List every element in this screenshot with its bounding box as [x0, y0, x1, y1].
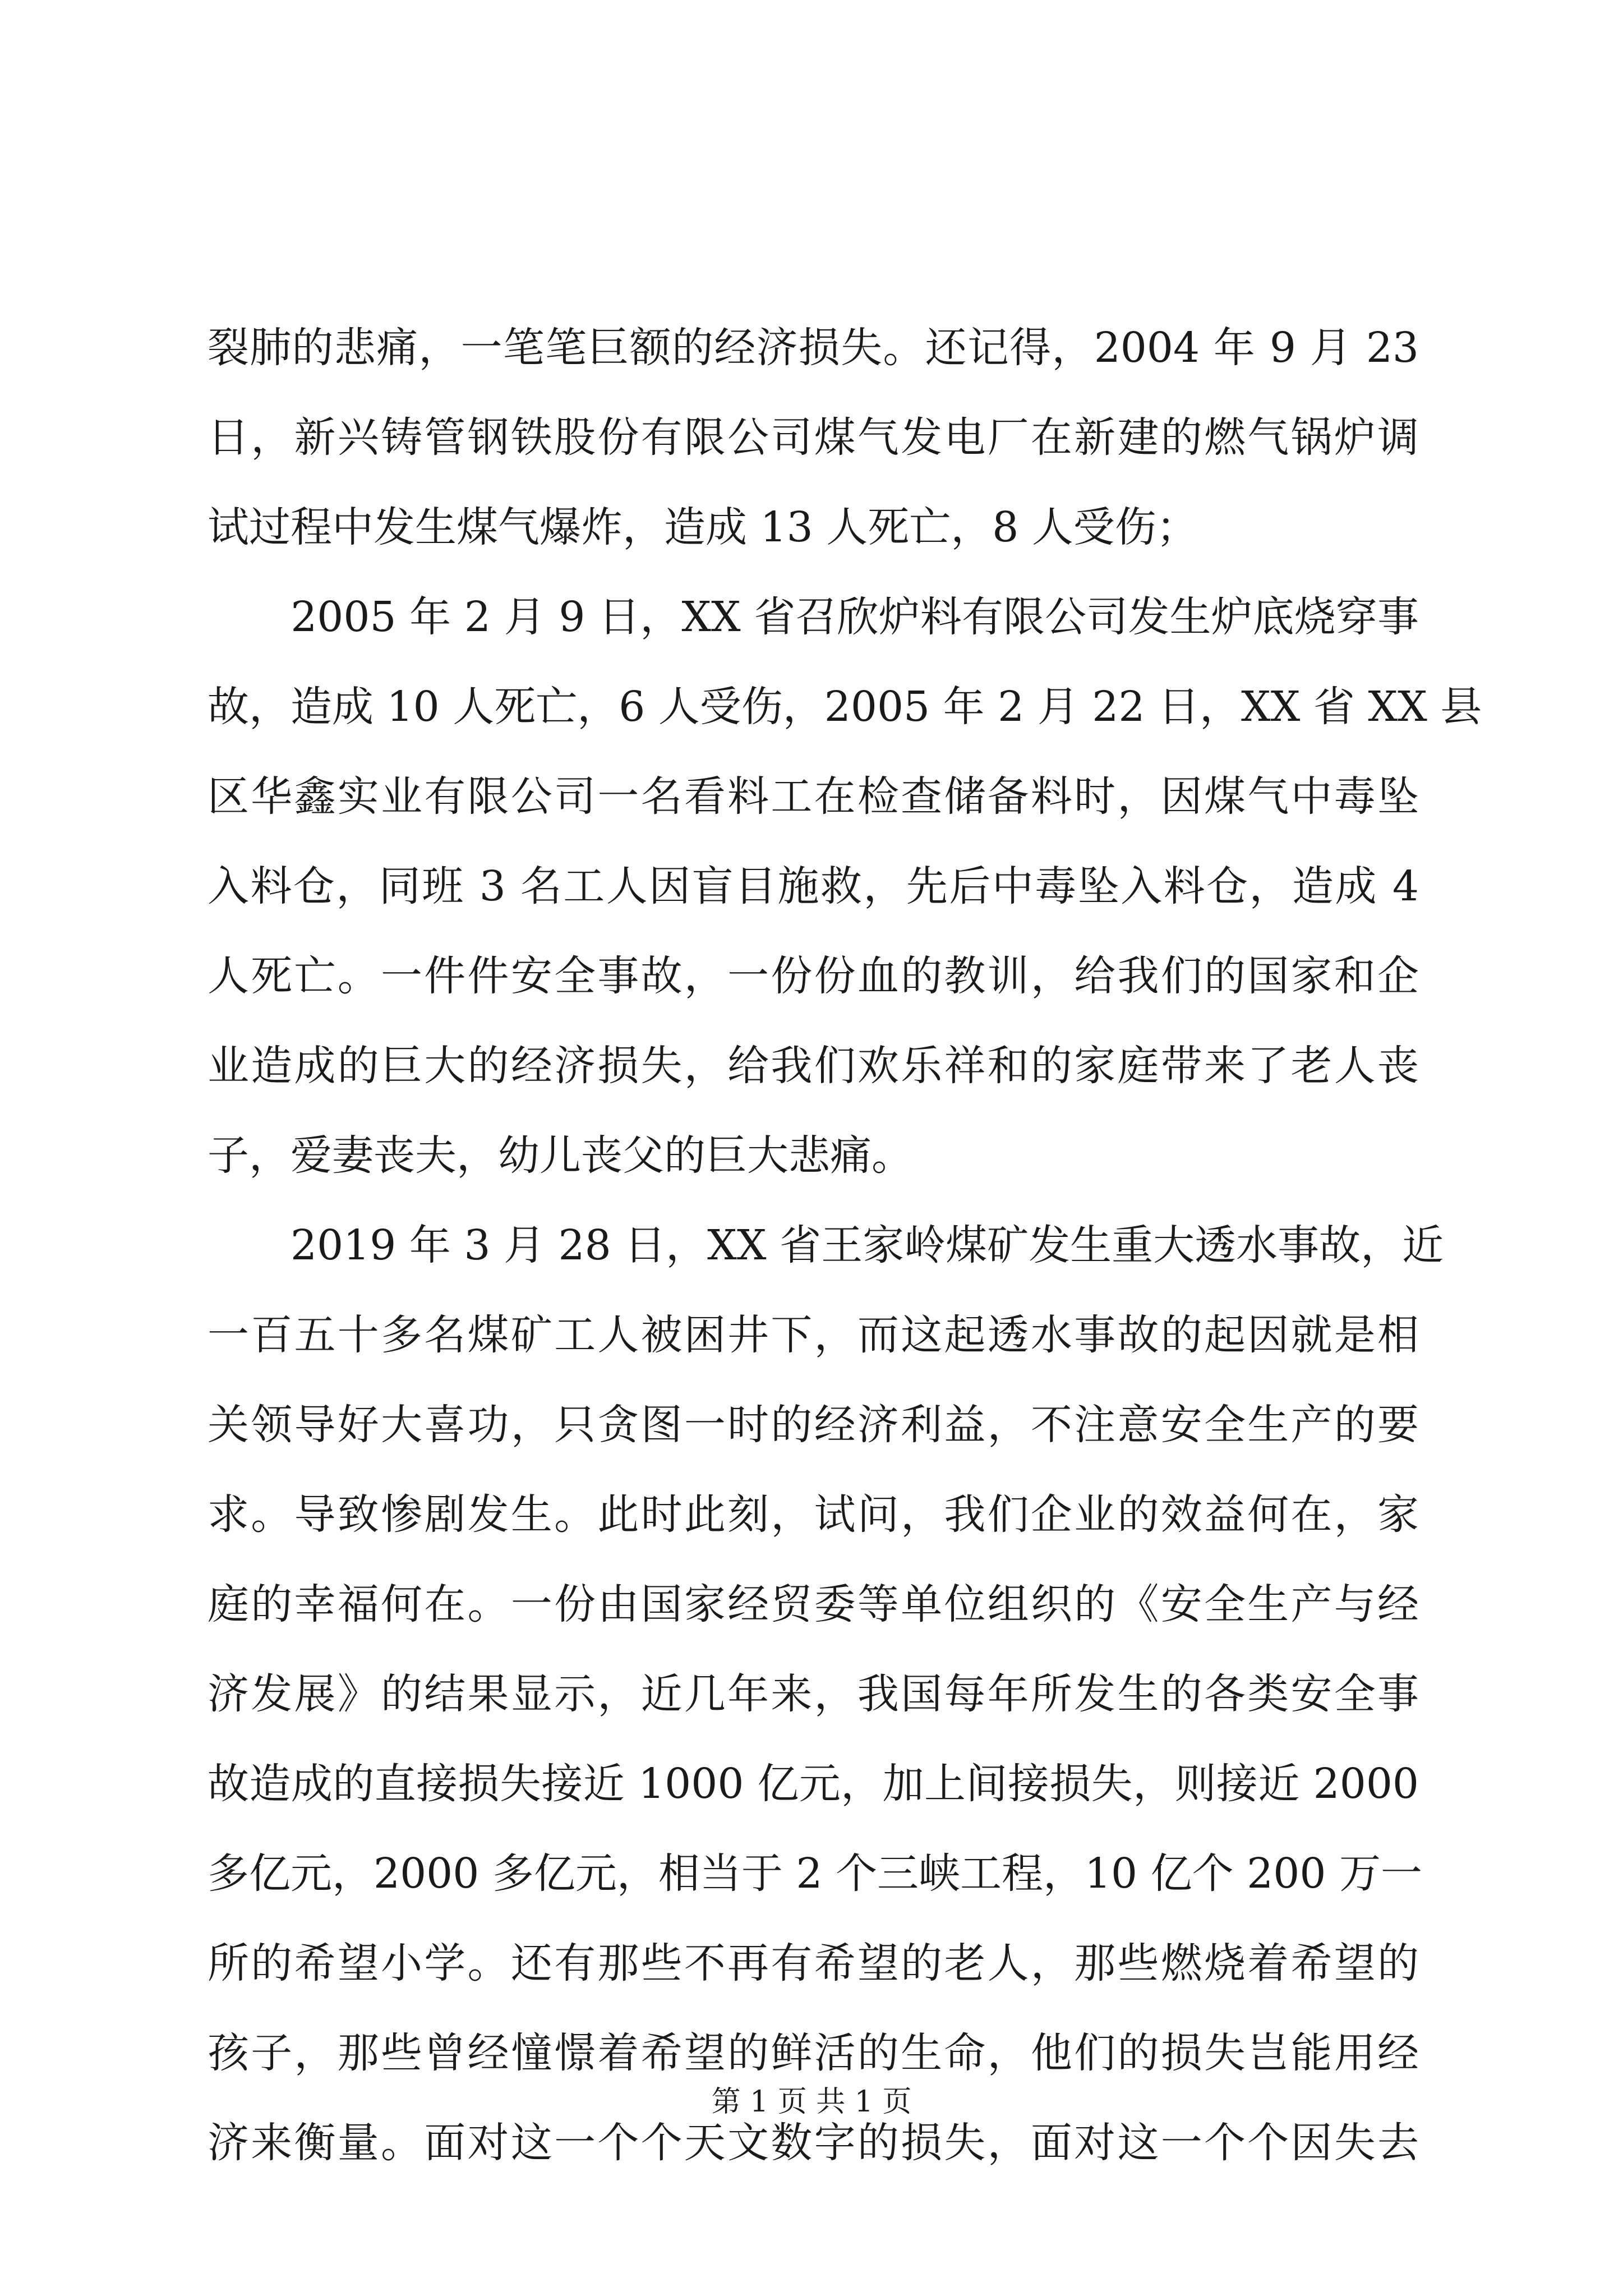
- text-line: 多亿元，2000 多亿元，相当于 2 个三峡工程，10 亿个 200 万一: [208, 1849, 1422, 1898]
- text-line: 试过程中发生煤气爆炸，造成 13 人死亡，8 人受伤；: [208, 503, 1198, 551]
- text-line: 一百五十多名煤矿工人被困井下，而这起透水事故的起因就是相: [208, 1311, 1419, 1359]
- text-line: 所的希望小学。还有那些不再有希望的老人，那些燃烧着希望的: [208, 1939, 1419, 1987]
- text-line: 故，造成 10 人死亡，6 人受伤，2005 年 2 月 22 日，XX 省 XX 县: [208, 683, 1482, 731]
- text-line: 日，新兴铸管钢铁股份有限公司煤气发电厂在新建的燃气锅炉调: [208, 413, 1419, 462]
- text-line: 济来衡量。面对这一个个天文数字的损失，面对这一个个因失去: [208, 2119, 1419, 2167]
- text-line: 区华鑫实业有限公司一名看料工在检查储备料时，因煤气中毒坠: [208, 772, 1419, 821]
- page-number-label: 第 1 页 共 1 页: [711, 2085, 912, 2119]
- text-line: 庭的幸福何在。一份由国家经贸委等单位组织的《安全生产与经: [208, 1580, 1419, 1628]
- text-line: 孩子，那些曾经憧憬着希望的鲜活的生命，他们的损失岂能用经: [208, 2029, 1419, 2077]
- page-footer: [0, 2082, 1623, 2122]
- text-line: 人死亡。一件件安全事故，一份份血的教训，给我们的国家和企: [208, 952, 1419, 1000]
- text-line: 2019 年 3 月 28 日，XX 省王家岭煤矿发生重大透水事故，近: [208, 1221, 1444, 1269]
- text-line: 2005 年 2 月 9 日，XX 省召欣炉料有限公司发生炉底烧穿事: [208, 593, 1419, 641]
- document-body: [208, 303, 1482, 2188]
- text-line: 故造成的直接损失接近 1000 亿元，加上间接损失，则接近 2000: [208, 1760, 1419, 1808]
- text-line: 入料仓，同班 3 名工人因盲目施救，先后中毒坠入料仓，造成 4: [208, 862, 1419, 910]
- text-line: 济发展》的结果显示，近几年来，我国每年所发生的各类安全事: [208, 1670, 1419, 1718]
- text-line: 关领导好大喜功，只贪图一时的经济利益，不注意安全生产的要: [208, 1401, 1419, 1449]
- text-line: 子，爱妻丧夫，幼儿丧父的巨大悲痛。: [208, 1131, 913, 1180]
- text-line: 裂肺的悲痛，一笔笔巨额的经济损失。还记得，2004 年 9 月 23: [208, 324, 1419, 372]
- text-line: 业造成的巨大的经济损失，给我们欢乐祥和的家庭带来了老人丧: [208, 1042, 1419, 1090]
- text-line: 求。导致惨剧发生。此时此刻，试问，我们企业的效益何在，家: [208, 1490, 1419, 1539]
